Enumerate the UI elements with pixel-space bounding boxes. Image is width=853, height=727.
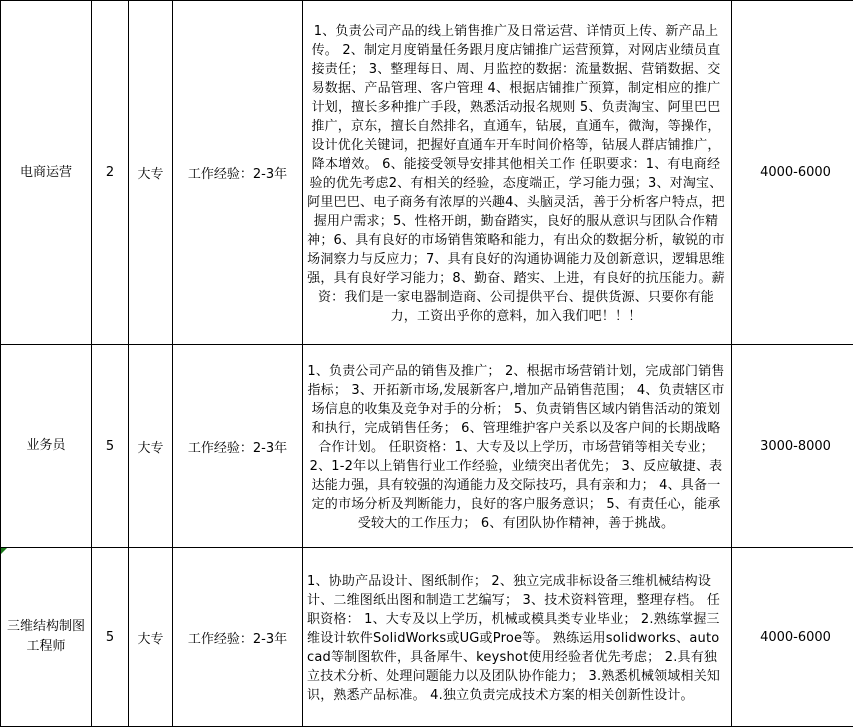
experience-cell: 工作经验：2-3年	[173, 345, 303, 548]
education-cell: 大专	[129, 548, 173, 727]
position-cell: 电商运营	[1, 1, 92, 345]
salary-cell: 3000-8000	[732, 345, 853, 548]
job-description: 1、负责公司产品的销售及推广； 2、根据市场营销计划，完成部门销售指标； 3、开拓新市场,发展新客户,增加产品销售范围； 4、负责辖区市场信息的收集及竞争对手的分析； 5、负责销售区域内销售活动的策划和执行，完成销售任务； 6、管理维护客户关系以及客户间的长期战略合作计划。 任职资格：1、大专及以上学历，市场营销等相关专业； 2、1-2年以上销售行业工作经验，业绩突出者优先； 3、反应敏捷、表达能力强，具有较强的沟通能力及交际技巧，具有亲和力； 4、具备一定的市场分析及判断能力，良好的客户服务意识； 5、有责任心，能承受较大的工作压力； 6、有团队协作精神，善于挑战。	[303, 360, 731, 533]
position-cell: 业务员	[1, 345, 92, 548]
position-cell: 三维结构制图工程师	[1, 548, 92, 727]
description-cell	[303, 345, 732, 548]
table-row	[1, 1, 853, 345]
headcount-cell: 2	[92, 1, 129, 345]
description-cell	[303, 548, 732, 727]
headcount-cell: 5	[92, 548, 129, 727]
education-cell: 大专	[129, 345, 173, 548]
job-description: 1、负责公司产品的线上销售推广及日常运营、详情页上传、新产品上传。 2、制定月度销量任务跟月度店铺推广运营预算，对网店业绩员直接责任； 3、整理每日、周、月监控的数据：流量数据、营销数据、交易数据、产品管理、客户管理 4、根据店铺推广预算，制定相应的推广计划，擅长多种推广手段，熟悉活动报名规则 5、负责淘宝、阿里巴巴推广，京东，擅长自然排名，直通车，钻展，直通车，微淘，等操作，设计优化关键词，把握好直通车开车时间价格等，钻展人群店铺推广，降本增效。 6、能接受领导安排其他相关工作 任职要求：1、有电商经验的优先考虑2、有相关的经验，态度端正，学习能力强；3、对淘宝、阿里巴巴、电子商务有浓厚的兴趣4、头脑灵活，善于分析客户特点，把握用户需求；5、性格开朗，勤奋踏实，良好的服从意识与团队合作精神；6、具有良好的市场销售策略和能力，有出众的数据分析，敏锐的市场洞察力与反应力；7、具有良好的沟通协调能力及创新意识，逻辑思维强，具有良好学习能力；8、勤奋、踏实、上进，有良好的抗压能力。薪资：我们是一家电器制造商、公司提供平台、提供货源、只要你有能力，工资出乎你的意料，加入我们吧！！！	[303, 20, 731, 326]
headcount-cell: 5	[92, 345, 129, 548]
table-row	[1, 345, 853, 548]
description-cell	[303, 1, 732, 345]
salary-cell: 4000-6000	[732, 548, 853, 727]
experience-cell: 工作经验：2-3年	[173, 1, 303, 345]
cell-comment-marker	[1, 548, 7, 554]
job-description: 1、协助产品设计、图纸制作； 2、独立完成非标设备三维机械结构设计、二维图纸出图和制造工艺编写； 3、技术资料管理，整理存档。 任职资格： 1、大专及以上学历，机械或模具类专业毕业； 2.熟练掌握三维设计软件SolidWorks或UG或Proe等。 熟练运用solidworks、autocad等制图软件，具备犀牛、keyshot使用经验者优先考虑； 2.具有独立技术分析、处理问题能力以及团队协作能力； 3.熟悉机械领域相关知识，熟悉产品标准。 4.独立负责完成技术方案的相关创新性设计。	[303, 570, 731, 705]
experience-cell: 工作经验：2-3年	[173, 548, 303, 727]
salary-cell: 4000-6000	[732, 1, 853, 345]
education-cell: 大专	[129, 1, 173, 345]
table-row	[1, 548, 853, 727]
